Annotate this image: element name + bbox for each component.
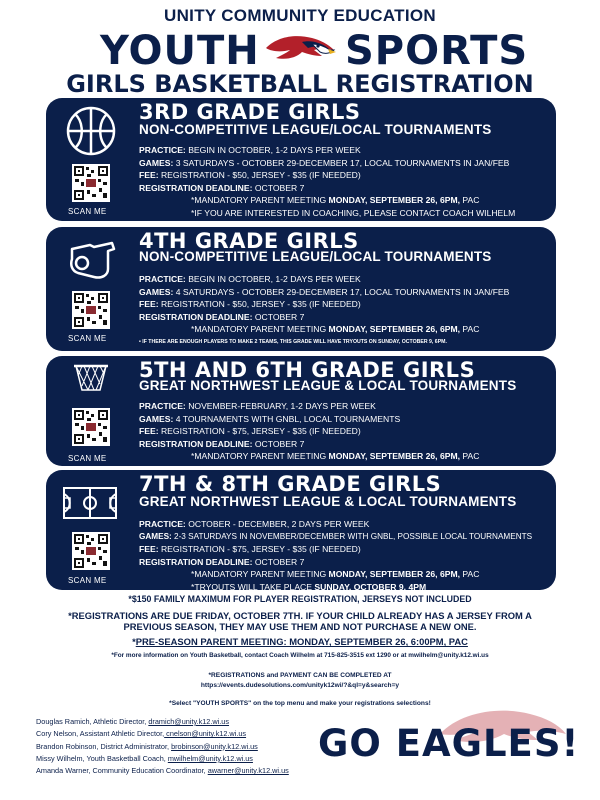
contact-info-note: *For more information on Youth Basketball, contact Coach Wilhelm at 715-825-3515 ext 1290 or at mwilhelm@unity.k12.wi.us — [111, 652, 489, 659]
practice-line: PRACTICE: OCTOBER - DECEMBER, 2 DAYS PER WEEK — [139, 519, 370, 529]
contact-item: Missy Wilhelm, Youth Basketball Coach, mwilhelm@unity.k12.wi.us — [36, 753, 253, 763]
games-line: GAMES: 4 TOURNAMENTS WITH GNBL, LOCAL TOURNAMENTS — [139, 413, 401, 424]
section-3rd-grade — [46, 98, 556, 221]
contact-email-link[interactable]: mwilhelm@unity.k12.wi.us — [167, 753, 253, 763]
contact-list — [36, 716, 289, 777]
qr-code[interactable] — [72, 408, 110, 446]
registration-link-line-1: *REGISTRATIONS and PAYMENT CAN BE COMPLETED AT — [208, 672, 392, 679]
section-subtitle: NON-COMPETITIVE LEAGUE/LOCAL TOURNAMENTS — [139, 122, 492, 137]
section-details — [139, 273, 549, 348]
page-title — [0, 28, 600, 72]
basketball-icon — [64, 104, 118, 158]
section-subtitle: GREAT NORTHWEST LEAGUE & LOCAL TOURNAMENTS — [139, 378, 517, 393]
tryout-note: • IF THERE ARE ENOUGH PLAYERS TO MAKE 2 TEAMS, THIS GRADE WILL HAVE TRYOUTS ON SUNDAY, OCTOBER 9, 6PM. — [139, 338, 447, 345]
games-line: GAMES: 4 SATURDAYS - OCTOBER 29-DECEMBER 17, LOCAL TOURNAMENTS IN JAN/FEB — [139, 286, 510, 297]
section-subtitle: GREAT NORTHWEST LEAGUE & LOCAL TOURNAMENTS — [139, 494, 517, 509]
go-eagles-slogan: GO EAGLES! — [318, 722, 580, 765]
contact-item: Amanda Warner, Community Education Coordinator, awarner@unity.k12.wi.us — [36, 766, 289, 776]
select-youth-sports-note: *Select "YOUTH SPORTS" on the top menu and make your registrations selections! — [169, 700, 431, 707]
qr-code[interactable] — [72, 532, 110, 570]
registration-link-note — [0, 671, 600, 691]
scan-me-label: SCAN ME — [68, 334, 107, 343]
deadline-line: REGISTRATION DEADLINE: OCTOBER 7 — [139, 311, 305, 322]
qr-code[interactable] — [72, 291, 110, 329]
scan-me-label: SCAN ME — [68, 576, 107, 585]
title-word-sports: SPORTS — [345, 28, 529, 74]
title-word-youth: YOUTH — [100, 28, 260, 74]
contact-email-link[interactable]: awarner@unity.k12.wi.us — [207, 766, 289, 776]
deadline-line: REGISTRATION DEADLINE: OCTOBER 7 — [139, 438, 305, 449]
section-details — [139, 400, 549, 463]
scan-me-label: SCAN ME — [68, 207, 107, 216]
registration-due-line-1: *REGISTRATIONS ARE DUE FRIDAY, OCTOBER 7TH. IF YOUR CHILD ALREADY HAS A JERSEY FROM A — [68, 610, 532, 621]
eagle-logo-icon — [262, 30, 338, 70]
page-subtitle: GIRLS BASKETBALL REGISTRATION — [66, 70, 534, 98]
registration-due-line-2: PREVIOUS SEASON, THEY MAY USE THEM AND NOT PURCHASE A NEW ONE. — [123, 621, 477, 632]
registration-due-note — [0, 610, 600, 632]
meeting-note: *MANDATORY PARENT MEETING MONDAY, SEPTEMBER 26, 6PM, PAC — [191, 569, 480, 579]
section-title: 7TH & 8TH GRADE GIRLS — [139, 472, 442, 496]
meeting-note: *MANDATORY PARENT MEETING MONDAY, SEPTEMBER 26, 6PM, PAC — [191, 451, 480, 461]
basketball-hoop-icon — [64, 356, 118, 410]
meeting-note: *MANDATORY PARENT MEETING MONDAY, SEPTEMBER 26, 6PM, PAC — [191, 195, 480, 205]
section-7th-8th-grade — [46, 470, 556, 590]
section-details — [139, 144, 549, 219]
fee-line: FEE: REGISTRATION - $75, JERSEY - $35 (IF NEEDED) — [139, 426, 361, 436]
contact-email-link[interactable]: brobinson@unity.k12.wi.us — [171, 741, 258, 751]
practice-line: PRACTICE: BEGIN IN OCTOBER, 1-2 DAYS PER WEEK — [139, 145, 361, 155]
contact-item: Cory Nelson, Assistant Athletic Director, cnelson@unity.k12.wi.us — [36, 729, 247, 739]
basketball-court-icon — [60, 476, 120, 530]
registration-url-link[interactable]: https://events.dudesolutions.com/unityk12wi/?&ql=y&search=y — [200, 682, 400, 689]
section-title: 5TH AND 6TH GRADE GIRLS — [139, 358, 476, 382]
meeting-note: *MANDATORY PARENT MEETING MONDAY, SEPTEMBER 26, 6PM, PAC — [191, 324, 480, 334]
contact-item: Douglas Ramich, Athletic Director, dramich@unity.k12.wi.us — [36, 717, 230, 726]
section-5th-6th-grade — [46, 356, 556, 466]
deadline-line: REGISTRATION DEADLINE: OCTOBER 7 — [139, 182, 305, 193]
contact-email-link[interactable]: dramich@unity.k12.wi.us — [148, 717, 230, 726]
section-title: 4TH GRADE GIRLS — [139, 229, 359, 253]
deadline-line: REGISTRATION DEADLINE: OCTOBER 7 — [139, 556, 305, 567]
games-line: GAMES: 2-3 SATURDAYS IN NOVEMBER/DECEMBER WITH GNBL, POSSIBLE LOCAL TOURNAMENTS — [139, 531, 533, 541]
qr-code[interactable] — [72, 164, 110, 202]
family-maximum-note: *$150 FAMILY MAXIMUM FOR PLAYER REGISTRATION, JERSEYS NOT INCLUDED — [128, 594, 472, 604]
section-4th-grade — [46, 227, 556, 351]
fee-line: FEE: REGISTRATION - $75, JERSEY - $35 (IF NEEDED) — [139, 544, 361, 554]
fee-line: FEE: REGISTRATION - $50, JERSEY - $35 (IF NEEDED) — [139, 299, 361, 309]
fee-line: FEE: REGISTRATION - $50, JERSEY - $35 (IF NEEDED) — [139, 170, 361, 180]
whistle-icon — [64, 231, 118, 285]
coaching-note: *IF YOU ARE INTERESTED IN COACHING, PLEASE CONTACT COACH WILHELM — [191, 207, 516, 218]
practice-line: PRACTICE: NOVEMBER-FEBRUARY, 1-2 DAYS PER WEEK — [139, 401, 376, 411]
preseason-meeting-note: *PRE-SEASON PARENT MEETING: MONDAY, SEPTEMBER 26, 6:00PM, PAC — [132, 636, 468, 647]
scan-me-label: SCAN ME — [68, 454, 107, 463]
section-details — [139, 518, 559, 593]
contact-email-link[interactable]: cnelson@unity.k12.wi.us — [164, 729, 247, 739]
section-title: 3RD GRADE GIRLS — [139, 100, 361, 124]
contact-item: Brandon Robinson, District Administrator, brobinson@unity.k12.wi.us — [36, 741, 258, 751]
games-line: GAMES: 3 SATURDAYS - OCTOBER 29-DECEMBER 17, LOCAL TOURNAMENTS IN JAN/FEB — [139, 157, 510, 168]
org-name: UNITY COMMUNITY EDUCATION — [164, 6, 436, 25]
tryout-note: *TRYOUTS WILL TAKE PLACE SUNDAY, OCTOBER 9, 4PM — [191, 581, 427, 592]
practice-line: PRACTICE: BEGIN IN OCTOBER, 1-2 DAYS PER WEEK — [139, 274, 361, 284]
section-subtitle: NON-COMPETITIVE LEAGUE/LOCAL TOURNAMENTS — [139, 249, 492, 264]
